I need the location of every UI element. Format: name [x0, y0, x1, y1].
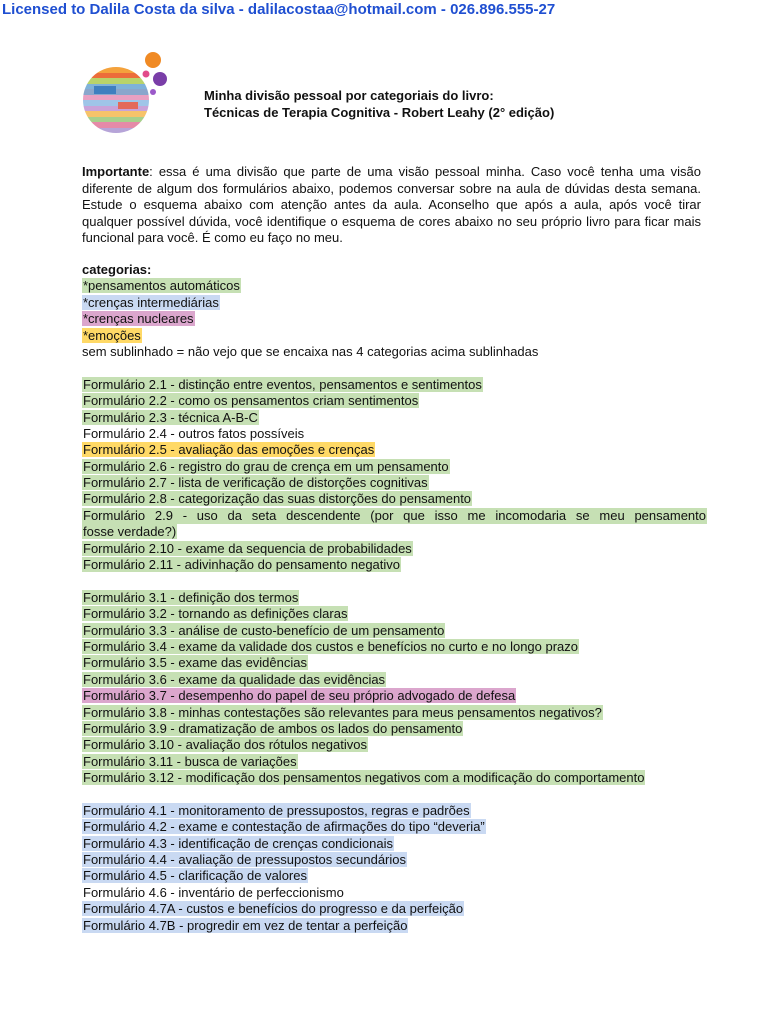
- form-item-label: Formulário 2.11 - adivinhação do pensamento negativo: [83, 557, 401, 573]
- form-item-label: Formulário 2.10 - exame da sequencia de probabilidades: [83, 540, 412, 556]
- form-item: [82, 721, 707, 737]
- categories-title: categorias:: [82, 262, 152, 277]
- form-item: [82, 655, 707, 671]
- category-label: *pensamentos automáticos: [83, 278, 240, 294]
- form-item-label: Formulário 2.3 - técnica A-B-C: [83, 409, 258, 425]
- form-item: [82, 688, 707, 704]
- form-item: [82, 623, 707, 639]
- category-note: sem sublinhado = não vejo que se encaixa nas 4 categorias acima sublinhadas: [82, 343, 539, 359]
- header-line-2: Técnicas de Terapia Cognitiva - Robert Leahy (2° edição): [204, 105, 555, 120]
- form-item-label-continued: fosse verdade?): [83, 524, 177, 540]
- form-item-label: Formulário 2.8 - categorização das suas distorções do pensamento: [83, 491, 472, 507]
- category-label: *crenças nucleares: [83, 311, 194, 327]
- form-item-label: Formulário 4.1 - monitoramento de pressupostos, regras e padrões: [83, 802, 470, 818]
- category-label: *emoções: [83, 327, 141, 343]
- form-item: [82, 803, 707, 819]
- form-item-label: Formulário 2.6 - registro do grau de crença em um pensamento: [83, 458, 449, 474]
- form-item-label: Formulário 3.4 - exame da validade dos custos e benefícios no curto e no longo prazo: [83, 639, 579, 654]
- form-item: [82, 410, 707, 426]
- form-item: [82, 836, 707, 852]
- form-item-label: Formulário 3.7 - desempenho do papel de seu próprio advogado de defesa: [83, 688, 516, 704]
- form-item-label: Formulário 4.4 - avaliação de pressupostos secundários: [83, 852, 407, 868]
- form-item-label: Formulário 3.11 - busca de variações: [83, 753, 297, 769]
- form-item-label: Formulário 2.7 - lista de verificação de distorções cognitivas: [83, 475, 428, 491]
- category-item: [82, 295, 707, 311]
- intro-text: : essa é uma divisão que parte de uma visão pessoal minha. Caso você tenha uma visão diferente de algum dos formulários abaixo, podemos conversar sobre na aula de dúvidas desta semana. Estude o esquema abaixo com atenção antes da aula. Aconselho que após a aula, após você tirar qualquer possível dúvida, você identifique o esquema de cores abaixo no seu próprio livro para ficar mais funcional para você. É como eu faço no meu.: [82, 164, 701, 245]
- form-item: [82, 819, 707, 835]
- form-item-label: Formulário 4.2 - exame e contestação de afirmações do tipo “deveria”: [83, 819, 485, 835]
- form-item-label: Formulário 2.4 - outros fatos possíveis: [83, 425, 305, 441]
- category-item: [82, 311, 707, 327]
- form-item-label: Formulário 4.3 - identificação de crenças condicionais: [83, 835, 393, 851]
- form-item: [82, 868, 707, 884]
- form-item: [82, 901, 707, 917]
- form-item: [82, 442, 707, 458]
- intro-paragraph: [82, 164, 701, 247]
- group-spacer: [82, 360, 707, 376]
- form-item: [82, 557, 707, 573]
- form-item-label: Formulário 2.2 - como os pensamentos criam sentimentos: [83, 393, 419, 409]
- form-item-label: Formulário 3.8 - minhas contestações são relevantes para meus pensamentos negativos?: [83, 704, 602, 720]
- form-item-label: Formulário 3.12 - modificação dos pensamentos negativos com a modificação do comportamento: [83, 770, 645, 786]
- form-item: [82, 393, 707, 409]
- document-header: [204, 87, 554, 121]
- form-item: [82, 737, 707, 753]
- form-item-label: Formulário 4.7B - progredir em vez de tentar a perfeição: [83, 917, 408, 933]
- form-item: [82, 754, 707, 770]
- form-item: [82, 606, 707, 622]
- form-item: [82, 770, 707, 786]
- colorful-circle-logo-icon: [80, 50, 175, 135]
- form-item: [82, 705, 707, 721]
- category-label: *crenças intermediárias: [83, 294, 219, 310]
- group-spacer: [82, 573, 707, 589]
- form-item: [82, 475, 707, 491]
- form-item-label: Formulário 4.7A - custos e benefícios do progresso e da perfeição: [83, 901, 464, 917]
- form-item: [82, 459, 707, 475]
- form-item: [82, 852, 707, 868]
- form-item-label: Formulário 3.3 - análise de custo-benefício de um pensamento: [83, 622, 445, 638]
- form-item-label: Formulário 2.1 - distinção entre eventos, pensamentos e sentimentos: [83, 376, 482, 392]
- form-item-label: Formulário 2.9 - uso da seta descendente (por que isso me incomodaria se meu pensamento: [83, 507, 706, 523]
- intro-label: Importante: [82, 164, 150, 179]
- form-item: [82, 426, 707, 442]
- form-item: [82, 672, 707, 688]
- form-item: [82, 918, 707, 934]
- form-item-label: Formulário 3.1 - definição dos termos: [83, 589, 299, 605]
- form-item-label: Formulário 3.10 - avaliação dos rótulos negativos: [83, 737, 367, 753]
- form-item: [82, 590, 707, 606]
- form-item: [82, 639, 707, 655]
- form-item: [82, 508, 707, 541]
- group-spacer: [82, 787, 707, 803]
- category-item: [82, 278, 707, 294]
- categories-and-forms: [82, 262, 707, 934]
- form-item: [82, 541, 707, 557]
- license-banner: Licensed to Dalila Costa da silva - dalilacostaa@hotmail.com - 026.896.555-27: [2, 1, 556, 18]
- form-item-label: Formulário 4.5 - clarificação de valores: [83, 868, 307, 884]
- form-item-label: Formulário 3.2 - tornando as definições claras: [83, 606, 348, 622]
- form-item-label: Formulário 3.6 - exame da qualidade das evidências: [83, 671, 386, 687]
- form-item-label: Formulário 3.5 - exame das evidências: [83, 655, 307, 671]
- form-item-label: Formulário 2.5 - avaliação das emoções e crenças: [83, 442, 375, 458]
- form-item: [82, 885, 707, 901]
- form-groups: [82, 360, 707, 934]
- header-line-1: Minha divisão pessoal por categoriais do livro:: [204, 88, 494, 103]
- form-item: [82, 491, 707, 507]
- form-item-label: Formulário 4.6 - inventário de perfeccionismo: [83, 884, 344, 900]
- form-item: [82, 377, 707, 393]
- form-item-label: Formulário 3.9 - dramatização de ambos os lados do pensamento: [83, 720, 463, 736]
- category-item: [82, 328, 707, 344]
